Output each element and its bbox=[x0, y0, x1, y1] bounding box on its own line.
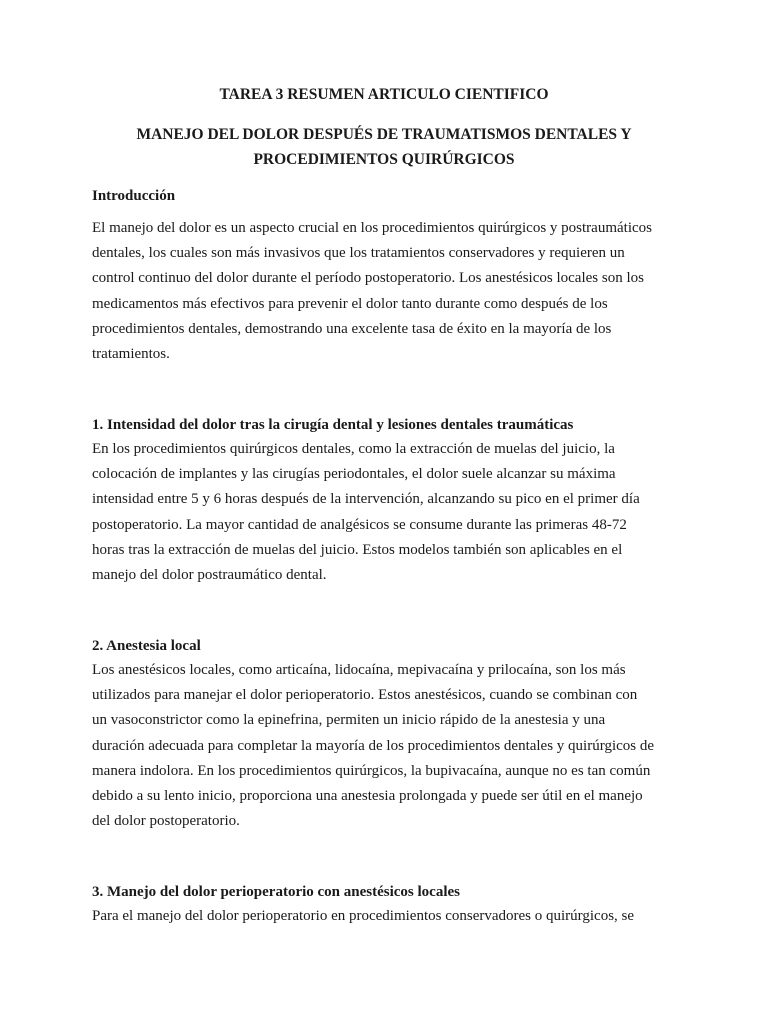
section-paragraph-anestesia-local bbox=[92, 658, 682, 834]
subtitle-line: MANEJO DEL DOLOR DESPUÉS DE TRAUMATISMOS DENTALES Y bbox=[136, 126, 632, 143]
paragraph-line: un vasoconstrictor como la epinefrina, permiten un inicio rápido de la anestesia y una bbox=[92, 712, 606, 729]
paragraph-line: control continuo del dolor durante el período postoperatorio. Los anestésicos locales son los bbox=[92, 270, 644, 287]
paragraph-line: El manejo del dolor es un aspecto crucial en los procedimientos quirúrgicos y postraumáticos bbox=[92, 220, 652, 236]
paragraph-line: tratamientos. bbox=[92, 346, 170, 363]
paragraph-line: horas tras la extracción de muelas del juicio. Estos modelos también son aplicables en el bbox=[92, 541, 623, 558]
paragraph-line: intensidad entre 5 y 6 horas después de la intervención, alcanzando su pico en el primer día bbox=[92, 491, 640, 508]
section-heading-anestesia-local: 2. Anestesia local bbox=[92, 638, 201, 654]
paragraph-line: manejo del dolor postraumático dental. bbox=[92, 567, 327, 584]
paragraph-line: Para el manejo del dolor perioperatorio en procedimientos conservadores o quirúrgicos, se bbox=[92, 908, 635, 924]
paragraph-line: Los anestésicos locales, como articaína, lidocaína, mepivacaína y prilocaína, son los más bbox=[92, 662, 626, 678]
subtitle-line: PROCEDIMIENTOS QUIRÚRGICOS bbox=[253, 151, 515, 168]
paragraph-line: duración adecuada para completar la mayoría de los procedimientos dentales y quirúrgicos de bbox=[92, 737, 655, 754]
paragraph-line: postoperatorio. La mayor cantidad de analgésicos se consume durante las primeras 48-72 bbox=[92, 516, 627, 533]
paragraph-line: manera indolora. En los procedimientos quirúrgicos, la bupivacaína, aunque no es tan común bbox=[92, 762, 651, 779]
paragraph-line: procedimientos dentales, demostrando una excelente tasa de éxito en la mayoría de los bbox=[92, 320, 612, 337]
document-title: TAREA 3 RESUMEN ARTICULO CIENTIFICO bbox=[219, 86, 549, 103]
paragraph-line: del dolor postoperatorio. bbox=[92, 813, 240, 830]
paragraph-line: colocación de implantes y las cirugías periodontales, el dolor suele alcanzar su máxima bbox=[92, 466, 616, 483]
section-paragraph-introduccion bbox=[92, 216, 682, 367]
paragraph-line: medicamentos más efectivos para prevenir el dolor tanto durante como después de los bbox=[92, 295, 608, 312]
document-subtitle bbox=[100, 122, 668, 172]
section-heading-manejo-perioperatorio: 3. Manejo del dolor perioperatorio con anestésicos locales bbox=[92, 884, 460, 900]
section-heading-introduccion: Introducción bbox=[92, 188, 176, 204]
paragraph-line: dentales, los cuales son más invasivos que los tratamientos conservadores y requieren un bbox=[92, 245, 625, 262]
section-paragraph-intensidad-dolor bbox=[92, 437, 682, 588]
section-paragraph-manejo-perioperatorio bbox=[92, 904, 682, 929]
paragraph-line: debido a su lento inicio, proporciona una anestesia prolongada y puede ser útil en el manejo bbox=[92, 788, 643, 805]
paragraph-line: utilizados para manejar el dolor perioperatorio. Estos anestésicos, cuando se combinan con bbox=[92, 687, 638, 704]
paragraph-line: En los procedimientos quirúrgicos dentales, como la extracción de muelas del juicio, la bbox=[92, 441, 615, 457]
section-heading-intensidad-dolor: 1. Intensidad del dolor tras la cirugía dental y lesiones dentales traumáticas bbox=[92, 417, 574, 433]
